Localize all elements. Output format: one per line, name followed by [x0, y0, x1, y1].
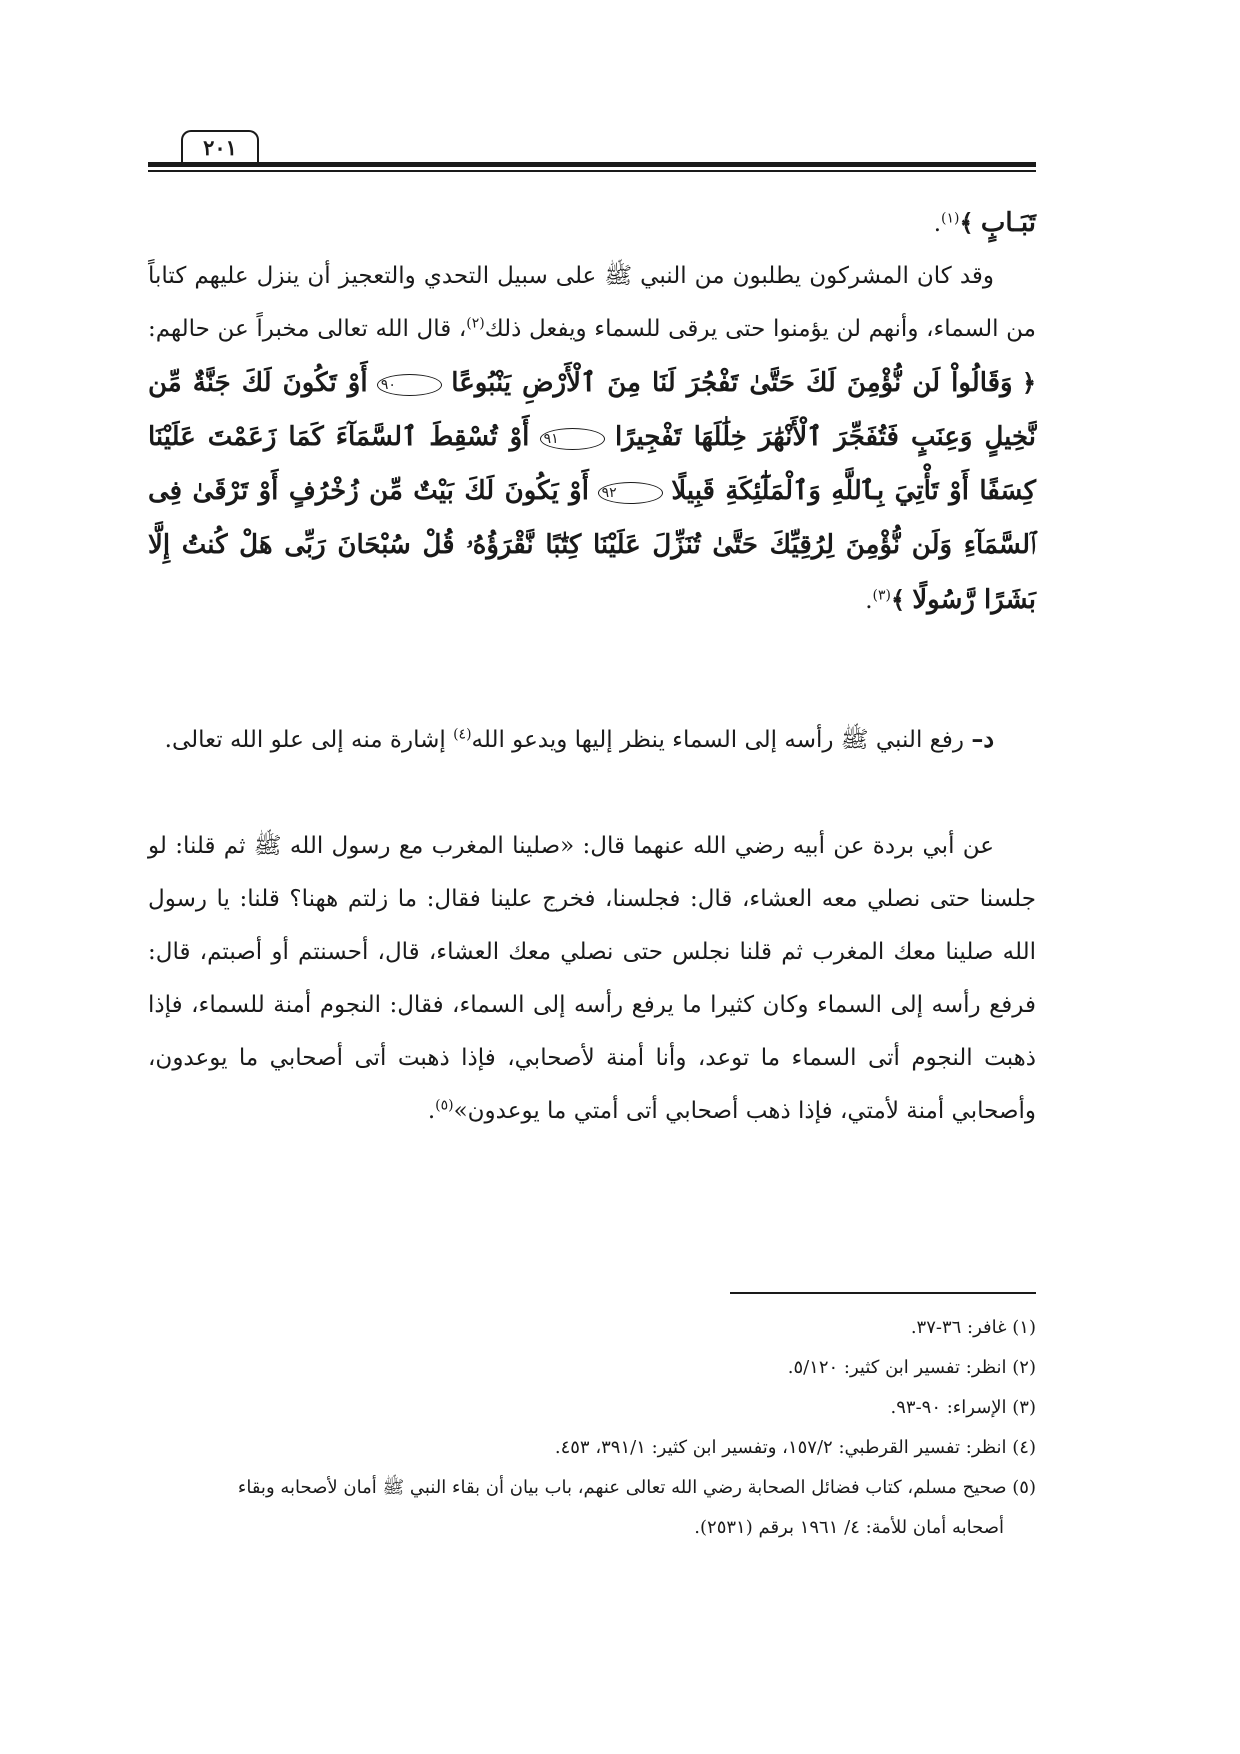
- ayah-close-bracket-2: ﴾: [890, 585, 906, 614]
- ayah-part-3: أَوْ تُسْقِطَ ٱلسَّمَآءَ كَمَا زَعَمْتَ عَلَيْنَا كِسَفًا أَوْ تَأْتِيَ بِٱللَّهِ وَٱلْمَلَٰٓئِكَةِ قَبِيلًا: [148, 422, 1037, 506]
- footnote-ref-5: (٥): [435, 1097, 454, 1114]
- footnote-ref-2: (٢): [466, 315, 485, 332]
- footnote-ref-4: (٤): [453, 726, 472, 743]
- para1-text-2: ، قال الله تعالى مخبراً عن حالهم:: [148, 316, 467, 342]
- header-rule-thin: [148, 170, 1036, 172]
- footnotes: [148, 1308, 1036, 1548]
- para3-tail: .: [427, 1098, 436, 1124]
- ayah-open-bracket: ﴿: [1021, 368, 1036, 397]
- para2-text: رفع النبي ﷺ رأسه إلى السماء ينظر إليها ويدعو الله: [471, 727, 964, 753]
- para2-text-2: إشارة منه إلى علو الله تعالى.: [164, 727, 454, 753]
- paragraph-2: [148, 712, 1036, 767]
- footnote-separator: [730, 1292, 1036, 1294]
- ayah-part-1: وَقَالُواْ لَن نُّؤْمِنَ لَكَ حَتَّىٰ تَفْجُرَ لَنَا مِنَ ٱلْأَرْضِ يَنْبُوعًا: [451, 368, 1013, 398]
- opening-ayah: تَبَـابٍ: [980, 208, 1036, 238]
- opening-fragment: [148, 196, 1036, 251]
- footnote-2: (٢) انظر: تفسير ابن كثير: ٥/١٢٠.: [787, 1357, 1036, 1378]
- ayah-number-92: ٩٢: [598, 482, 663, 504]
- footnote-3: (٣) الإسراء: ٩٠-٩٣.: [890, 1397, 1036, 1418]
- ayah-part-4: أَوْ يَكُونَ لَكَ بَيْتٌ مِّن زُخْرُفٍ أَوْ تَرْقَىٰ فِى ٱلسَّمَآءِ وَلَن نُّؤْمِنَ لِرُقِيِّكَ حَتَّىٰ تُنَزِّلَ عَلَيْنَا كِتَٰبًا نَّقْرَؤُهُۥ قُلْ سُبْحَانَ رَبِّى هَلْ كُنتُ إِلَّا بَشَرًا رَّسُولًا: [148, 476, 1036, 615]
- footnote-4: (٤) انظر: تفسير القرطبي: ١٥٧/٢، وتفسير ابن كثير: ٣٩١/١، ٤٥٣.: [554, 1437, 1036, 1458]
- ayah-part-2: أَوْ تَكُونَ لَكَ جَنَّةٌ مِّن نَّخِيلٍ وَعِنَبٍ فَتُفَجِّرَ ٱلْأَنْهَٰرَ خِلَٰلَهَا تَفْجِيرًا: [148, 368, 1037, 452]
- page-number: ٢٠١: [181, 130, 259, 162]
- ayah-number-90: ٩٠: [377, 374, 442, 396]
- paragraph-1: [148, 250, 1036, 628]
- footnote-5: (٥) صحيح مسلم، كتاب فضائل الصحابة رضي الله تعالى عنهم، باب بيان أن بقاء النبي ﷺ أمان لأصحابه وبقاء: [237, 1477, 1036, 1498]
- para1-tail: .: [865, 588, 873, 614]
- footnote-1: (١) غافر: ٣٦-٣٧.: [910, 1317, 1036, 1338]
- opening-tail: .: [933, 211, 942, 237]
- footnote-ref-1: (١): [941, 210, 960, 227]
- section-letter: د–: [971, 724, 994, 753]
- paragraph-3: [148, 820, 1036, 1138]
- ayah-close-bracket: ﴾: [959, 208, 974, 237]
- para1-text: وقد كان المشركون يطلبون من النبي ﷺ على سبيل التحدي والتعجيز أن ينزل عليهم كتاباً من السماء، وأنهم لن يؤمنوا حتى يرقى للسماء ويفعل ذلك: [148, 263, 1036, 342]
- footnote-5-continued: أصحابه أمان للأمة: ٤/ ١٩٦١ برقم (٢٥٣١).: [694, 1517, 1004, 1538]
- header-rule-thick: [148, 162, 1036, 167]
- footnote-ref-3: (٣): [872, 587, 891, 604]
- page-header: [148, 128, 1036, 174]
- ayah-number-91: ٩١: [540, 428, 605, 450]
- hadith-text: عن أبي بردة عن أبيه رضي الله عنهما قال: «صلينا المغرب مع رسول الله ﷺ ثم قلنا: لو جلسنا حتى نصلي معه العشاء، قال: فجلسنا، فخرج علينا فقال: ما زلتم ههنا؟ قلنا: يا رسول الله صلينا معك المغرب ثم قلنا نجلس حتى نصلي معك العشاء، قال، أحسنتم أو أصبتم، قال: فرفع رأسه إلى السماء وكان كثيرا ما يرفع رأسه إلى السماء، فقال: النجوم أمنة للسماء، فإذا ذهبت النجوم أتى السماء ما توعد، وأنا أمنة لأصحابي، فإذا ذهبت أتى أصحابي ما يوعدون، وأصحابي أمنة لأمتي، فإذا ذهب أصحابي أتى أمتي ما يوعدون»: [148, 833, 1036, 1124]
